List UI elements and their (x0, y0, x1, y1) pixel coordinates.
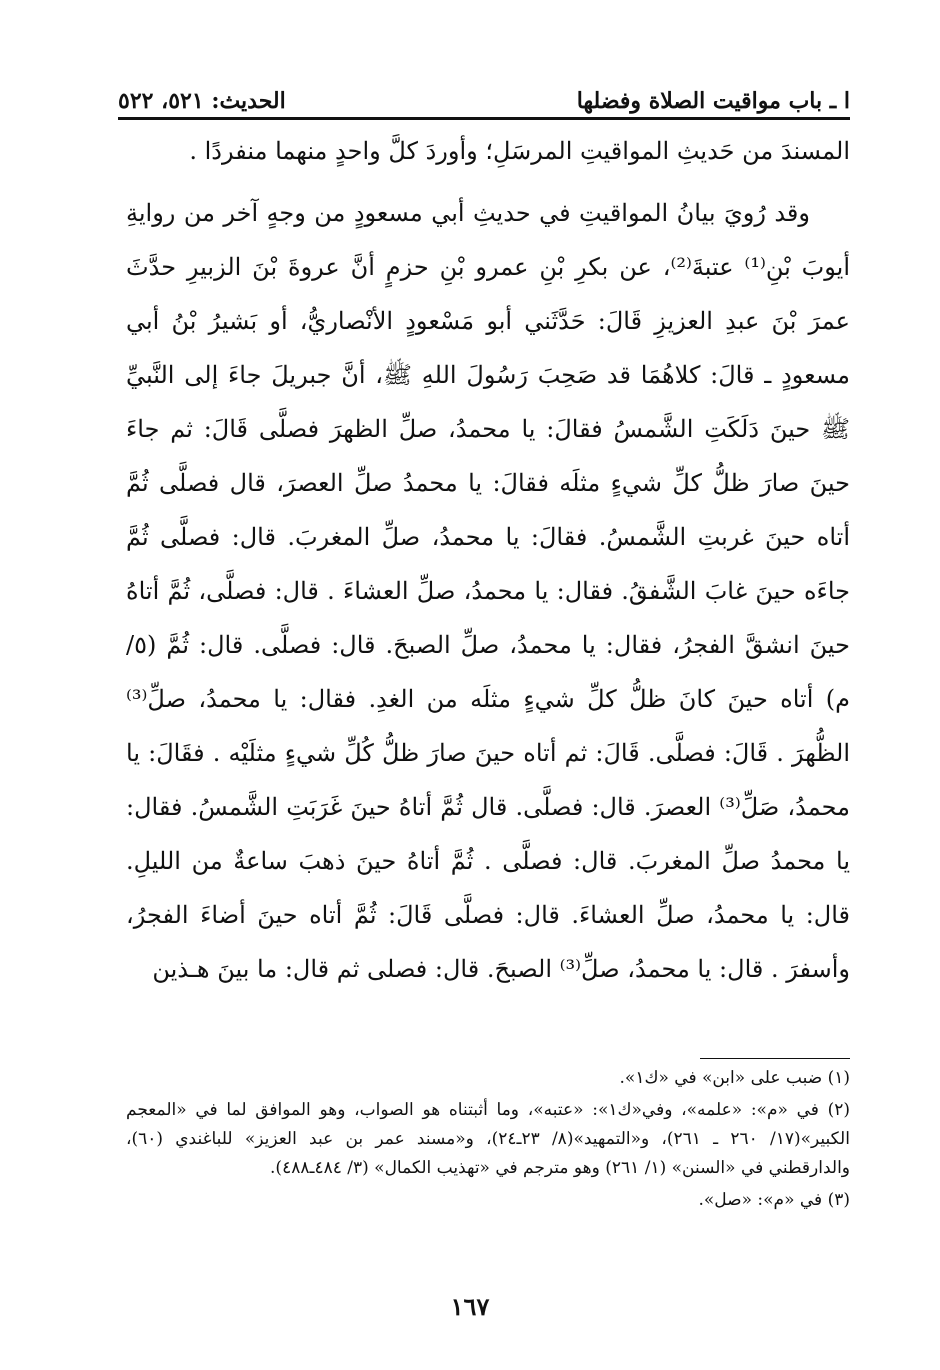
page-number: ١٦٧ (450, 1292, 490, 1321)
chapter-title: ا ـ باب مواقيت الصلاة وفضلها (576, 88, 850, 114)
footnote-2: (٢) في «م»: «علمه»، وفي«ك١»: «عتبه»، وما أثبتناه هو الصواب، وهو الموافق لما في «المعجم الكبير»(١٧/ ٢٦٠ ـ ٢٦١)، و«التمهيد»(٨/ ٢٣ـ٢٤)، و«مسند عمر بن عبد العزيز» للباغندي (٦٠)، والدارقطني في «السنن» (١/ ٢٦١) وهو مترجم في «تهذيب الكمال» (٣/ ٤٨٤ـ٤٨٨). (126, 1100, 850, 1178)
footnote-rule (700, 1058, 850, 1059)
footnotes (126, 1064, 850, 1218)
footnote-3: (٣) في «م»: «صل». (698, 1190, 850, 1210)
running-header (118, 80, 850, 114)
paragraph-2: وقد رُويَ بيانُ المواقيتِ في حديثِ أبي مسعودٍ من وجهٍ آخر من روايةِ أيوبَ بْنِ⁽¹⁾ عتبةَ⁽²⁾، عن بكرِ بْنِ عمرو بْنِ حزمٍ أنَّ عروةَ بْنَ الزبيرِ حدَّثَ عمرَ بْنَ عبدِ العزيزِ قَالَ: حَدَّثَني أبو مَسْعودٍ الأنْصاريُّ، أو بَشيرُ بْنُ أبي مسعودٍ ـ قالَ: كلاهُمَا قد صَحِبَ رَسُولَ اللهِ ﷺ، أنَّ جبريلَ جاءَ إلى النَّبيِّ ﷺ حينَ دَلَكَتِ الشَّمسُ فقالَ: يا محمدُ، صلِّ الظهرَ فصلَّى قَالَ: ثم جاءَ حينَ صارَ ظلُّ كلِّ شيءٍ مثلَه فقالَ: يا محمدُ صلِّ العصرَ، قال فصلَّى ثُمَّ أتاه حينَ غربتِ الشَّمسُ. فقالَ: يا محمدُ، صلِّ المغربَ. قال: فصلَّى ثُمَّ جاءَه حينَ غابَ الشَّفقُ. فقال: يا محمدُ، صلِّ العشاءَ . قال: فصلَّى، ثُمَّ أتاهُ حينَ انشقَّ الفجرُ، فقال: يا محمدُ، صلِّ الصبحَ. قال: فصلَّى. قال: ثُمَّ (٥/ م) أتاه حينَ كانَ ظلُّ كلِّ شيءٍ مثلَه من الغدِ. فقال: يا محمدُ، صلِّ⁽³⁾ الظُّهرَ . قَالَ: فصلَّى. قَالَ: ثم أتاه حينَ صارَ ظلُّ كُلِّ شيءٍ مثلَيْه . فقَالَ: يا محمدُ، صَلِّ⁽³⁾ العصرَ. قال: فصلَّى. قال ثُمَّ أتاهُ حينَ غَرَبَتِ الشَّمسُ. فقال: يا محمدُ صلِّ المغربَ. قال: فصلَّى . ثُمَّ أتاهُ حينَ ذهبَ ساعةٌ من الليلِ. قال: يا محمدُ، صلِّ العشاءَ. قال: فصلَّى قَالَ: ثُمَّ أتاه حينَ أضاءَ الفجرُ، وأسفرَ . قال: يا محمدُ، صلِّ⁽³⁾ الصبحَ. قال: فصلى ثم قال: ما بينَ هـذين (126, 199, 851, 983)
main-text (126, 124, 850, 996)
hadith-reference: الحديث: ٥٢١، ٥٢٢ (118, 88, 286, 114)
paragraph-1: المسندَ من حَديثِ المواقيتِ المرسَلِ؛ وأوردَ كلَّ واحدٍ منهما منفردًا . (189, 137, 850, 165)
header-rule (118, 117, 850, 120)
footnote-1: (١) ضبب على «ابن» في «ك١». (619, 1068, 850, 1088)
